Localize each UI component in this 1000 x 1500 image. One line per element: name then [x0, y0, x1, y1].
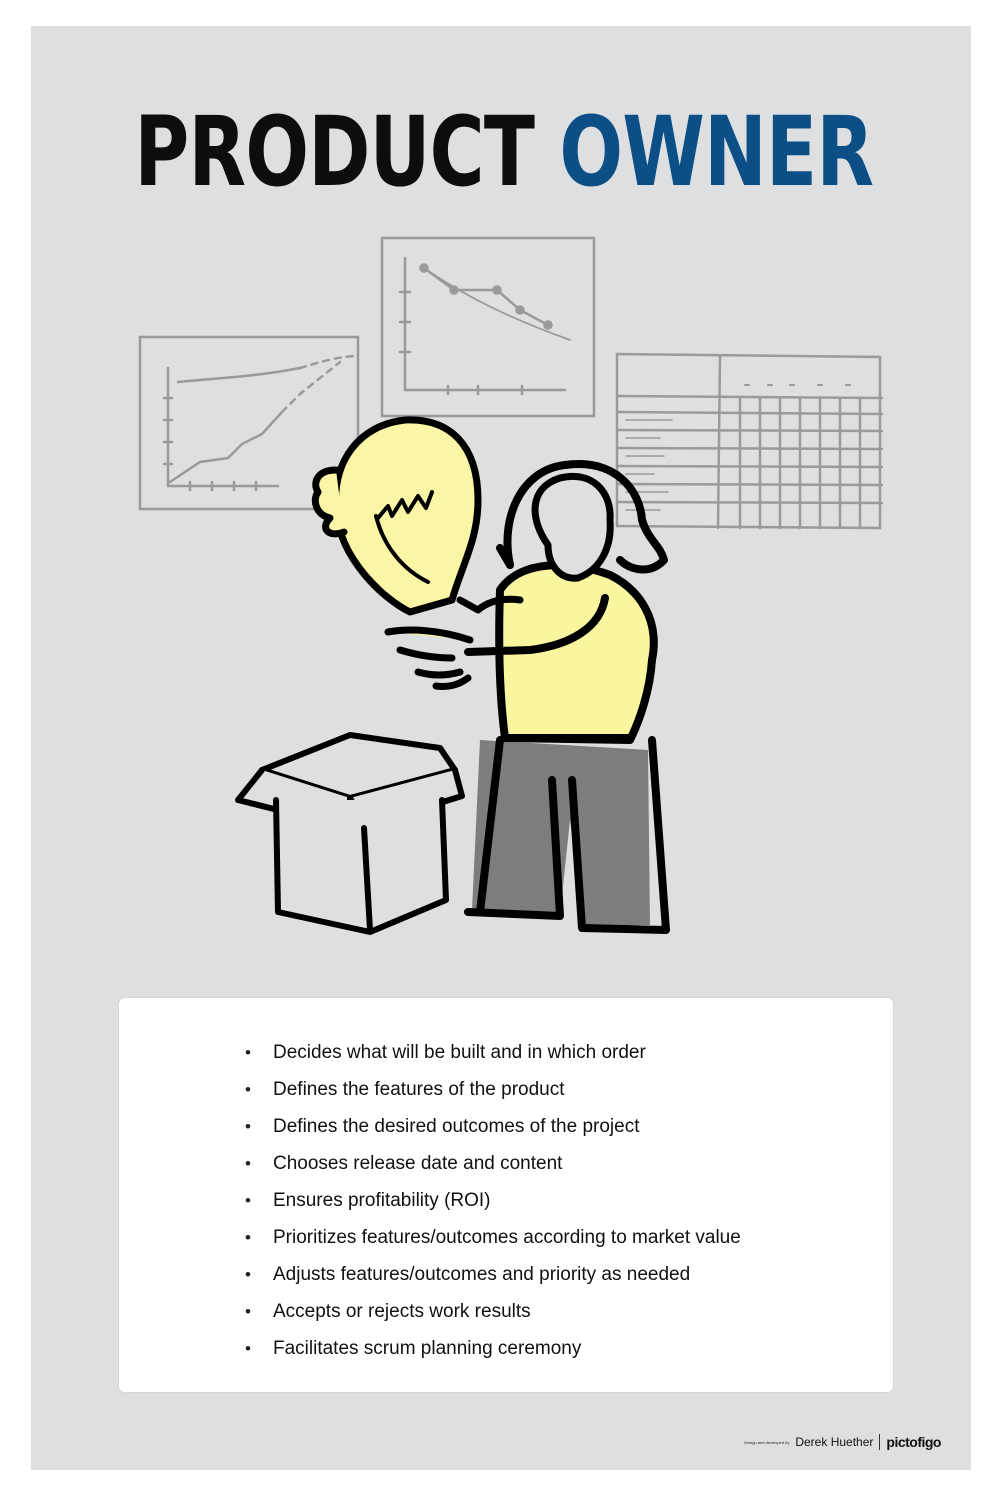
bullet-icon: • [245, 1339, 251, 1358]
responsibilities-card [118, 997, 894, 1393]
bullet-icon: • [245, 1043, 251, 1062]
poster [31, 26, 971, 1470]
burndown-chart-board [382, 238, 594, 416]
bullet-icon: • [245, 1302, 251, 1321]
list-item-text: Prioritizes features/outcomes according to market value [273, 1227, 741, 1248]
list-item-text: Facilitates scrum planning ceremony [273, 1338, 582, 1359]
product-owner-illustration [31, 26, 971, 986]
brand-logo: pictofigo [886, 1434, 941, 1450]
list-item-text: Accepts or rejects work results [273, 1301, 531, 1322]
list-item [244, 1108, 741, 1145]
credit-divider [879, 1434, 880, 1450]
list-item [244, 1256, 741, 1293]
credit-line [744, 1434, 941, 1450]
lightbulb-idea-icon [315, 420, 478, 612]
bullet-icon: • [245, 1191, 251, 1210]
bullet-icon: • [245, 1080, 251, 1099]
backlog-table-board [617, 354, 882, 528]
list-item-text: Adjusts features/outcomes and priority as needed [273, 1264, 691, 1285]
list-item [244, 1182, 741, 1219]
list-item-text: Chooses release date and content [273, 1153, 563, 1174]
list-item-text: Decides what will be built and in which order [273, 1042, 646, 1063]
list-item-text: Ensures profitability (ROI) [273, 1190, 491, 1211]
bullet-icon: • [245, 1117, 251, 1136]
bullet-icon: • [245, 1265, 251, 1284]
list-item [244, 1145, 741, 1182]
list-item-text: Defines the features of the product [273, 1079, 565, 1100]
bullet-icon: • [245, 1154, 251, 1173]
title-word-product: PRODUCT [134, 96, 535, 208]
list-item [244, 1293, 741, 1330]
list-item [244, 1330, 741, 1367]
credit-small-text: Design and developed by [744, 1439, 790, 1445]
author-name: Derek Huether [795, 1435, 874, 1449]
list-item-text: Defines the desired outcomes of the project [273, 1116, 640, 1137]
open-box-icon [238, 735, 462, 932]
responsibility-list [244, 1034, 741, 1367]
list-item [244, 1219, 741, 1256]
list-item [244, 1034, 741, 1071]
title-word-owner: OWNER [559, 96, 874, 208]
bullet-icon: • [245, 1228, 251, 1247]
list-item [244, 1071, 741, 1108]
